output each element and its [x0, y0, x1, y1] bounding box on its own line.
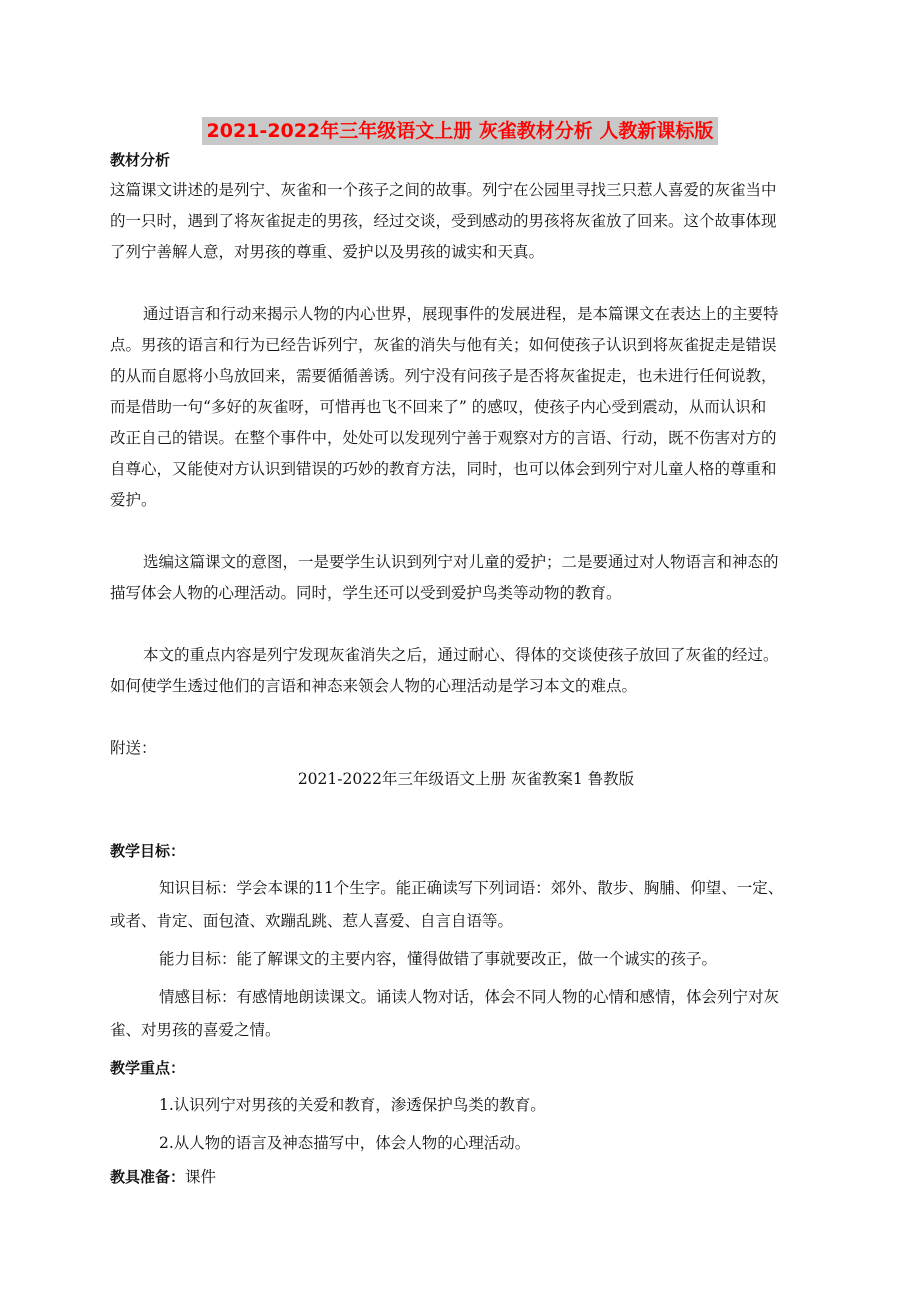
tools-line [110, 1162, 822, 1193]
text-line: 了列宁善解人意，对男孩的尊重、爱护以及男孩的诚实和天真。 [110, 243, 545, 261]
text-line: 改正自己的错误。在整个事件中，处处可以发现列宁善于观察对方的言语、行动，既不伤害对方的 [110, 429, 777, 447]
text-line: 知识目标：学会本课的11个生字。能正确读写下列词语：郊外、散步、胸脯、仰望、一定、 [159, 879, 784, 897]
goal-ability [110, 944, 822, 975]
key-heading: 教学重点： [110, 1059, 186, 1077]
section-heading: 教材分析 [110, 151, 171, 169]
goal-knowledge [110, 873, 822, 937]
text-line: 这篇课文讲述的是列宁、灰雀和一个孩子之间的故事。列宁在公园里寻找三只惹人喜爱的灰雀当中 [110, 181, 777, 199]
key-point-1: 1.认识列宁对男孩的关爱和教育，渗透保护鸟类的教育。 [159, 1096, 546, 1114]
tools-heading: 教具准备： [110, 1168, 186, 1186]
text-line: 而是借助一句“多好的灰雀呀，可惜再也飞不回来了” 的感叹，使孩子内心受到震动，从而认识和 [110, 398, 767, 416]
appendix-label: 附送： [110, 739, 157, 757]
paragraph-3 [110, 547, 822, 609]
document-title: 2021-2022年三年级语文上册 灰雀教材分析 人教新课标版 [202, 117, 718, 145]
text-line: 的从而自愿将小鸟放回来，需要循循善诱。列宁没有问孩子是否将灰雀捉走，也未进行任何说教， [110, 367, 777, 385]
text-line: 或者、肯定、面包渣、欢蹦乱跳、惹人喜爱、自言自语等。 [110, 912, 514, 930]
text-line: 能力目标：能了解课文的主要内容，懂得做错了事就要改正，做一个诚实的孩子。 [159, 950, 718, 968]
key-point-2: 2.从人物的语言及神态描写中，体会人物的心理活动。 [159, 1134, 531, 1152]
text-line: 自尊心，又能使对方认识到错误的巧妙的教育方法，同时，也可以体会到列宁对儿童人格的尊重和 [110, 460, 777, 478]
text-line: 雀、对男孩的喜爱之情。 [110, 1021, 281, 1039]
text-line: 情感目标：有感情地朗读课文。诵读人物对话，体会不同人物的心情和感情，体会列宁对灰 [159, 988, 780, 1006]
goal-emotion [110, 982, 822, 1046]
text-line: 如何使学生透过他们的言语和神态来领会人物的心理活动是学习本文的难点。 [110, 677, 638, 695]
text-line: 点。男孩的语言和行为已经告诉列宁，灰雀的消失与他有关；如何使孩子认识到将灰雀捉走是错误 [110, 336, 777, 354]
paragraph-1 [110, 175, 822, 268]
text-line: 本文的重点内容是列宁发现灰雀消失之后，通过耐心、得体的交谈使孩子放回了灰雀的经过。 [143, 646, 779, 664]
text-line: 选编这篇课文的意图，一是要学生认识到列宁对儿童的爱护；二是要通过对人物语言和神态的 [143, 553, 779, 571]
paragraph-2 [110, 299, 822, 516]
text-line: 通过语言和行动来揭示人物的内心世界，展现事件的发展进程，是本篇课文在表达上的主要特 [143, 305, 779, 323]
text-line: 描写体会人物的心理活动。同时，学生还可以受到爱护鸟类等动物的教育。 [110, 584, 622, 602]
text-line: 的一只时，遇到了将灰雀捉走的男孩，经过交谈，受到感动的男孩将灰雀放了回来。这个故事体现 [110, 212, 777, 230]
subtitle: 2021-2022年三年级语文上册 灰雀教案1 鲁教版 [297, 770, 635, 788]
goals-heading: 教学目标： [110, 842, 186, 860]
text-line: 爱护。 [110, 491, 157, 509]
paragraph-4 [110, 640, 822, 702]
tools-value: 课件 [185, 1168, 217, 1186]
